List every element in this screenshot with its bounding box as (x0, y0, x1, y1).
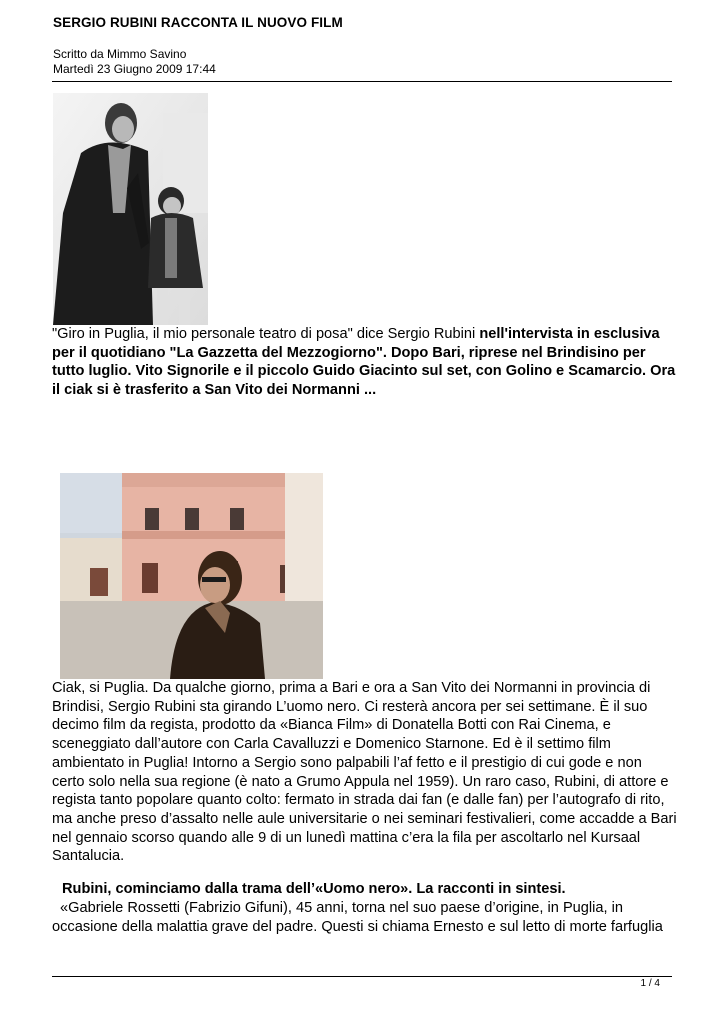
interview-answer (52, 899, 677, 936)
article-paragraph: Ciak, si Puglia. Da qualche giorno, prima a Bari e ora a San Vito dei Normanni in provincia di Brindisi, Sergio Rubini sta girando L’uomo nero. Ci resterà ancora per sei settimane. È il suo decimo film da regista, prodotto da «Bianca Film» di Donatella Botti con Rai Cinema, e sceneggiato dall’autore con Carla Cavalluzzi e Domenico Starnone. Ed è il settimo film ambientato in Puglia! Intorno a Sergio sono palpabili l’af fetto e il prestigio di cui gode e non certo solo nella sua regione (è nato a Grumo Appula nel 1959). Un raro caso, Rubini, di attore e regista tanto popolare quanto colto: fermato in strada dai fan (e dalle fan) per l’autografo di rito, ma anche preso d’assalto nelle aule universitarie o nei seminari festivalieri, come accadde a Bari nel gennaio scorso quando alle 9 di un lunedì mattina c’era la fila per ascoltarlo nel Kursaal Santalucia. (52, 680, 677, 865)
article-title: SERGIO RUBINI RACCONTA IL NUOVO FILM (53, 15, 343, 30)
intro-bold: nell'intervista in esclusiva per il quotidiano "La Gazzetta del Mezzogiorno". Dopo Bari, riprese nel Brindisino per tutto luglio. Vito Signorile e il piccolo Guido Giacinto sul set, con Golino e Scamarcio. Ora il ciak si è trasferito a San Vito dei Normanni ... (52, 326, 676, 399)
footer-divider (52, 976, 672, 977)
page-number: 1 / 4 (640, 978, 660, 989)
intro-paragraph (52, 325, 677, 400)
date-line: Martedì 23 Giugno 2009 17:44 (53, 62, 216, 76)
header-divider (52, 81, 672, 82)
answer-text: «Gabriele Rossetti (Fabrizio Gifuni), 45 anni, torna nel suo paese d’origine, in Puglia, in occasione della malattia grave del padre. Questi si chiama Ernesto e sul letto di morte farfuglia (52, 900, 663, 935)
photo-rubini-in-piazza (60, 473, 323, 679)
photo-man-and-child (53, 93, 208, 325)
intro-plain: "Giro in Puglia, il mio personale teatro di posa" dice Sergio Rubini (52, 326, 480, 342)
interview-question: Rubini, cominciamo dalla trama dell’«Uomo nero». La racconti in sintesi. (62, 881, 566, 897)
article-meta (53, 47, 216, 77)
author-line: Scritto da Mimmo Savino (53, 47, 187, 61)
